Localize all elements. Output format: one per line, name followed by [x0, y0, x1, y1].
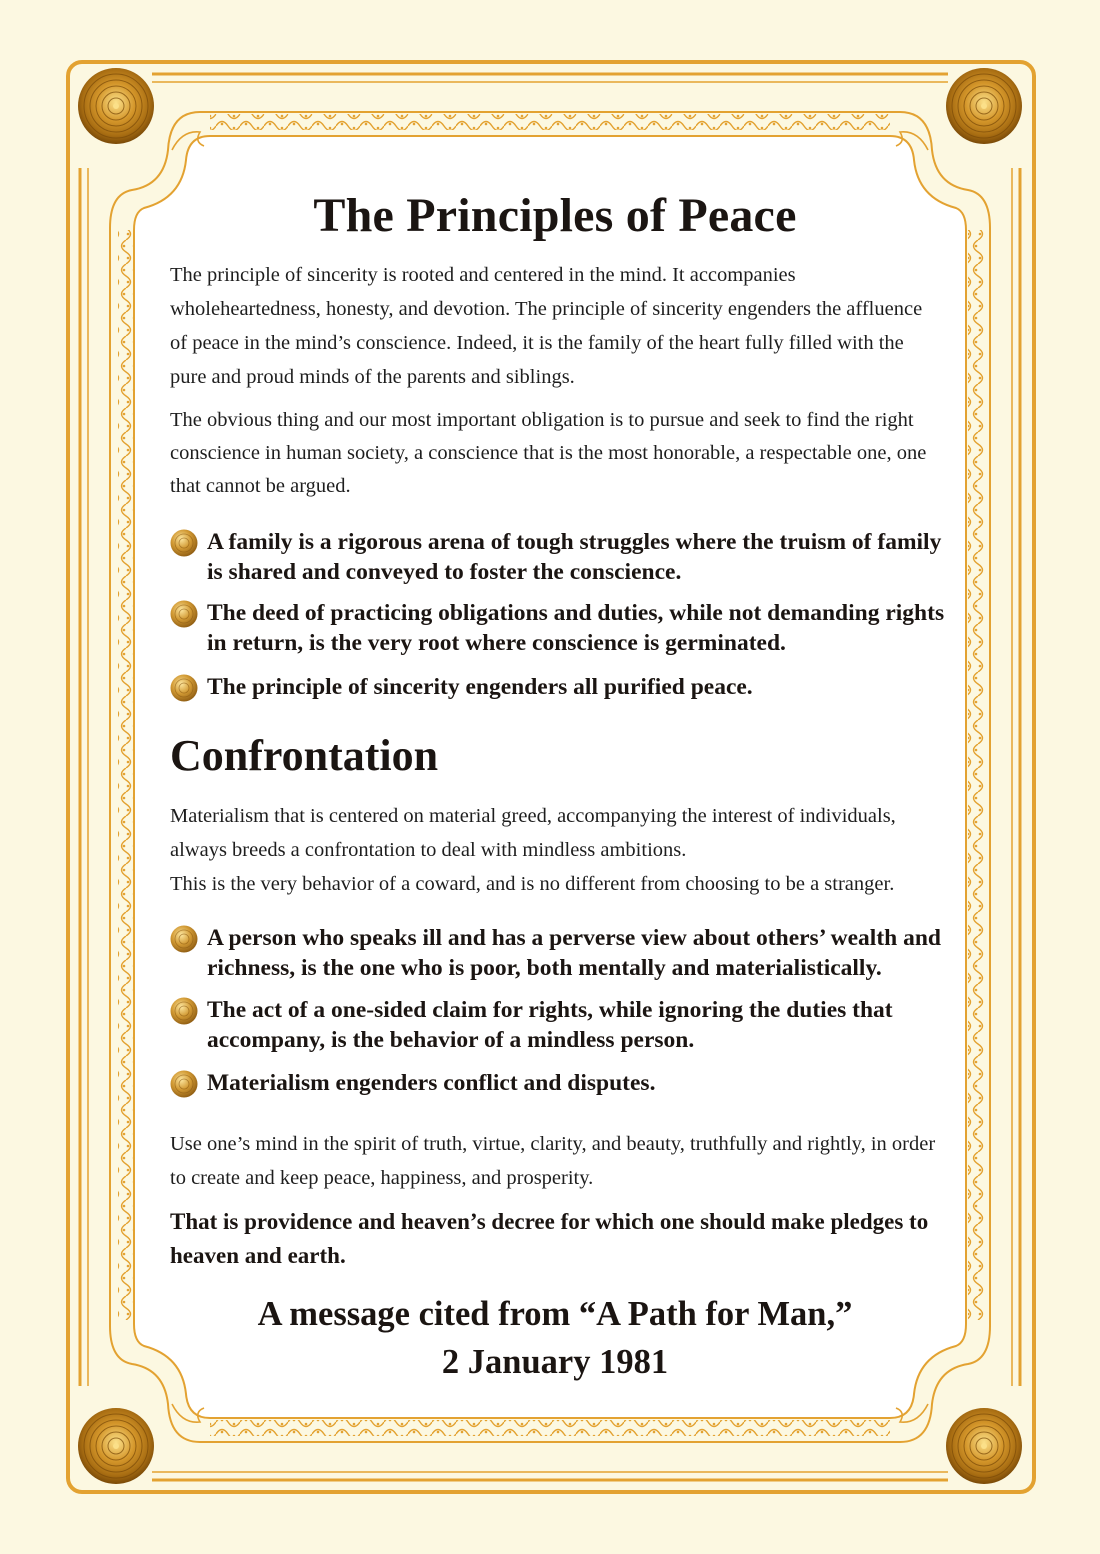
citation-date: 2 January 1981 — [441, 1343, 669, 1381]
gold-disc-bullet-icon — [170, 997, 198, 1025]
gold-disc-bullet-icon — [170, 925, 198, 953]
confrontation-line-1: Materialism that is centered on material greed, accompanying the interest of individuals, always breeds a confrontation to deal with mindless ambitions. — [170, 805, 896, 861]
gold-medallion-icon — [946, 1408, 1022, 1484]
confrontation-point-text: The act of a one-sided claim for rights, while ignoring the duties that accompany, is the behavior of a mindless person. — [207, 997, 893, 1053]
gold-disc-bullet-icon — [170, 529, 198, 557]
peace-point — [170, 672, 950, 702]
gold-disc-bullet-icon — [170, 1070, 198, 1098]
peace-point-text: The deed of practicing obligations and duties, while not demanding rights in return, is the very root where conscience is germinated. — [207, 600, 945, 656]
gold-disc-bullet-icon — [170, 674, 198, 702]
confrontation-paragraph — [170, 799, 940, 901]
gold-disc-bullet-icon — [170, 600, 198, 628]
intro-paragraph-1: The principle of sincerity is rooted and centered in the mind. It accompanies wholeheartedness, honesty, and devotion. The principle of sincerity engenders the affluence of peace in the mind’s conscience. Indeed, it is the family of the heart fully filled with the pure and proud minds of the parents and siblings. — [170, 264, 923, 388]
confrontation-point — [170, 995, 950, 1055]
peace-point — [170, 598, 950, 658]
page-title: The Principles of Peace — [313, 189, 797, 242]
citation-source: A message cited from “A Path for Man,” — [257, 1295, 853, 1333]
peace-point-text: The principle of sincerity engenders all purified peace. — [207, 674, 753, 700]
section-heading-confrontation: Confrontation — [170, 731, 439, 780]
confrontation-point — [170, 923, 950, 983]
closing-bold-statement: That is providence and heaven’s decree for which one should make pledges to heaven and earth. — [170, 1209, 929, 1268]
confrontation-line-2: This is the very behavior of a coward, and is no different from choosing to be a stranger. — [170, 873, 895, 895]
intro-paragraph-2: The obvious thing and our most important obligation is to pursue and seek to find the right conscience in human society, a conscience that is the most honorable, a respectable one, one that cannot be argued. — [170, 409, 927, 497]
confrontation-point-text: Materialism engenders conflict and disputes. — [207, 1070, 656, 1096]
closing-paragraph: Use one’s mind in the spirit of truth, virtue, clarity, and beauty, truthfully and rightly, in order to create and keep peace, happiness, and prosperity. — [170, 1133, 936, 1189]
gold-medallion-icon — [946, 68, 1022, 144]
citation — [110, 1290, 1000, 1386]
peace-point — [170, 527, 950, 587]
peace-point-text: A family is a rigorous arena of tough struggles where the truism of family is shared and conveyed to foster the conscience. — [207, 529, 942, 585]
confrontation-point-text: A person who speaks ill and has a perverse view about others’ wealth and richness, is the one who is poor, both mentally and materialistically. — [207, 925, 941, 981]
gold-medallion-icon — [78, 1408, 154, 1484]
confrontation-point — [170, 1068, 950, 1098]
gold-medallion-icon — [78, 68, 154, 144]
